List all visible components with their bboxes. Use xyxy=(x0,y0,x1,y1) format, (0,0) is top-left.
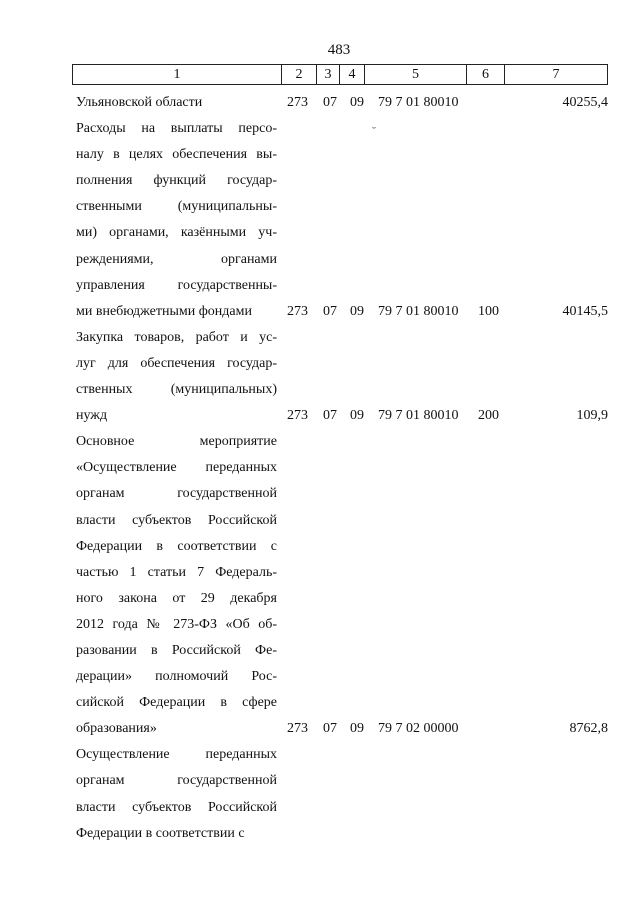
description-line: Ульяновской области xyxy=(76,95,203,110)
description-line: ми) органами, казёнными уч- xyxy=(76,225,277,241)
row-description xyxy=(76,742,277,846)
description-line: ного закона от 29 декабря xyxy=(76,590,277,606)
description-line: управления государственны- xyxy=(76,277,277,293)
description-line: нужд xyxy=(76,408,108,424)
description-line: разовании в Российской Фе- xyxy=(76,642,277,658)
row-description xyxy=(76,116,277,325)
header-col-4: 4 xyxy=(340,65,365,84)
table-row xyxy=(76,429,608,742)
amount: 8762,8 xyxy=(569,721,608,737)
description-line: налу в целях обеспечения вы- xyxy=(76,147,277,163)
description-line: ми внебюджетными фондами xyxy=(76,303,252,319)
description-line: органам государственной xyxy=(76,773,277,789)
description-line: 2012 года № 273-ФЗ «Об об- xyxy=(76,616,277,632)
ministry-code: 273 xyxy=(287,95,308,110)
description-line: Федерации в соответствии с xyxy=(76,825,245,841)
section-code: 07 xyxy=(323,95,337,110)
table-header xyxy=(72,64,608,85)
description-line: реждениями, органами xyxy=(76,251,277,267)
table-body xyxy=(76,90,608,847)
section-code: 07 xyxy=(323,721,337,737)
description-line: частью 1 статьи 7 Федераль- xyxy=(76,564,277,580)
description-line: луг для обеспечения государ- xyxy=(76,355,277,371)
table-row xyxy=(76,742,608,846)
target-article-code: 79 7 01 80010 xyxy=(378,303,459,319)
expense-type-code: 200 xyxy=(478,408,499,424)
subsection-code: 09 xyxy=(350,721,364,737)
description-line: Закупка товаров, работ и ус- xyxy=(76,329,277,345)
amount: 40255,4 xyxy=(562,95,608,110)
section-code: 07 xyxy=(323,303,337,319)
table-row xyxy=(76,325,608,429)
description-line: образования» xyxy=(76,721,157,737)
target-article-code: 79 7 01 80010 xyxy=(378,95,459,110)
expense-type-code: 100 xyxy=(478,303,499,319)
row-description xyxy=(76,429,277,742)
subsection-code: 09 xyxy=(350,303,364,319)
amount: 109,9 xyxy=(576,408,608,424)
description-line: ственных (муниципальных) xyxy=(76,382,277,398)
description-line: ственными (муниципальны- xyxy=(76,199,277,215)
amount: 40145,5 xyxy=(562,303,608,319)
target-article-code: 79 7 01 80010 xyxy=(378,408,459,424)
table-row xyxy=(76,116,608,325)
page-number: 483 xyxy=(327,42,351,58)
section-code: 07 xyxy=(323,408,337,424)
header-col-6: 6 xyxy=(467,65,505,84)
description-line: Осуществление переданных xyxy=(76,747,277,763)
description-line: «Осуществление переданных xyxy=(76,460,277,476)
subsection-code: 09 xyxy=(350,408,364,424)
ministry-code: 273 xyxy=(287,303,308,319)
header-col-1: 1 xyxy=(73,65,282,84)
description-line: сийской Федерации в сфере xyxy=(76,695,277,711)
description-line: органам государственной xyxy=(76,486,277,502)
header-col-5: 5 xyxy=(365,65,467,84)
description-line: полнения функций государ- xyxy=(76,173,277,189)
description-line: дерации» полномочий Рос- xyxy=(76,669,277,685)
description-line: Расходы на выплаты персо- xyxy=(76,121,277,137)
description-line: Основное мероприятие xyxy=(76,434,277,450)
scan-speck: ˘ xyxy=(372,124,376,138)
target-article-code: 79 7 02 00000 xyxy=(378,721,459,737)
ministry-code: 273 xyxy=(287,408,308,424)
header-col-7: 7 xyxy=(552,66,560,82)
header-col-2: 2 xyxy=(282,65,317,84)
row-description xyxy=(76,325,277,429)
row-description xyxy=(76,90,277,116)
table-row xyxy=(76,90,608,116)
description-line: власти субъектов Российской xyxy=(76,799,277,815)
subsection-code: 09 xyxy=(350,95,364,110)
header-col-3: 3 xyxy=(317,65,340,84)
description-line: власти субъектов Российской xyxy=(76,512,277,528)
ministry-code: 273 xyxy=(287,721,308,737)
description-line: Федерации в соответствии с xyxy=(76,538,277,554)
